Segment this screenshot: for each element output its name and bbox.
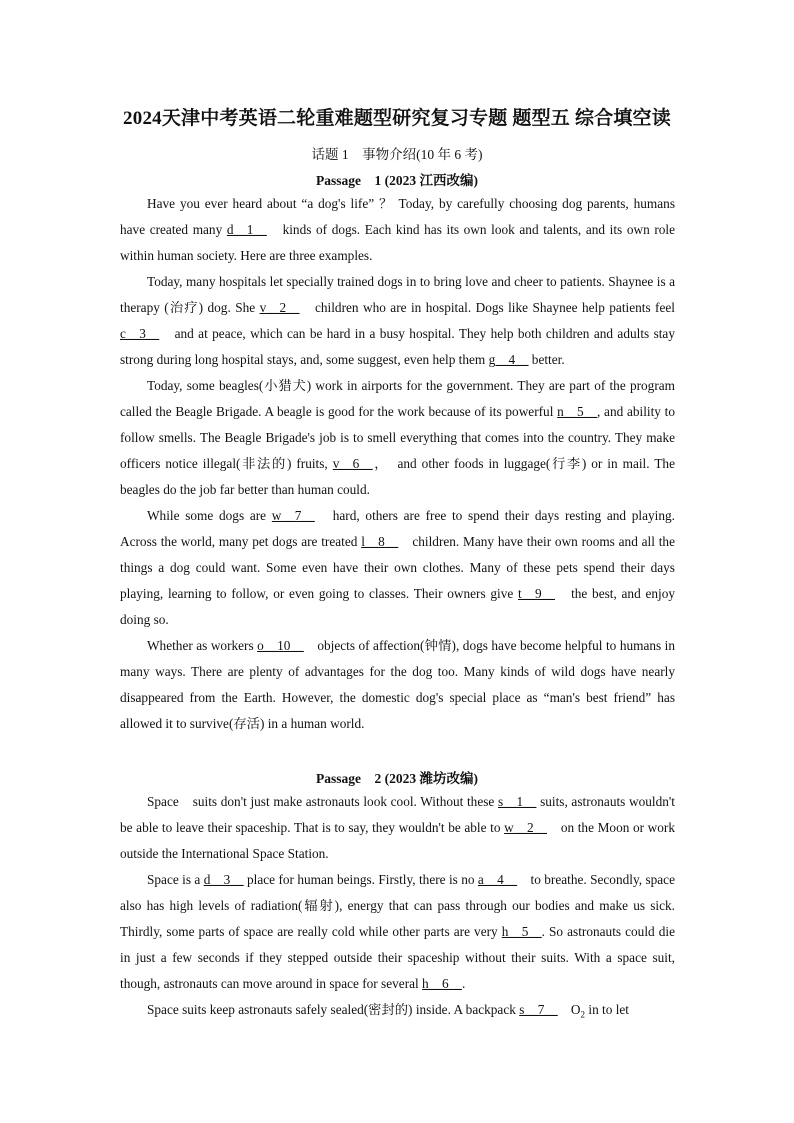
text-run: on the Moon or work outside the International Space Station.: [120, 820, 675, 861]
text-run: hard, others are free to spend their days resting and playing. Across the world, many pet dogs are treated: [120, 508, 675, 549]
blank-text: v__6__: [332, 456, 373, 471]
blank-text: a__4__: [477, 872, 518, 887]
blank-5: [557, 404, 597, 419]
text-run: children who are in hospital. Dogs like Shaynee help patients feel: [299, 300, 675, 315]
text-run: . So astronauts could die in just a few seconds if they stepped outside their spaceship without their suits. With a space suit, though, astronauts can move around in space for several: [120, 924, 675, 991]
text-run: objects of affection(钟情), dogs have become helpful to humans in many ways. There are plenty of advantages for the dog too. Many kinds of wild dogs have nearly disappeared from the Earth. However, the domestic dog's special place as “man's best friend” has allowed it to survive(存活) in a human world.: [120, 638, 676, 731]
topic-subtitle: 话题 1 事物介绍(10 年 6 考): [311, 147, 483, 162]
text-run: Today, many hospitals let specially trained dogs in to bring love and cheer to patients. Shaynee is a therapy (治疗) dog. She: [120, 274, 675, 315]
text-run: place for human beings. Firstly, there is no: [243, 872, 478, 887]
paragraph: [120, 373, 675, 503]
text-run: O: [557, 1002, 581, 1017]
blank-text: l__8__: [361, 534, 399, 549]
blank-9: [518, 586, 555, 601]
blank-text: w__2__: [504, 820, 547, 835]
blank-4: [478, 872, 517, 887]
blank-text: d__3__: [203, 872, 244, 887]
text-run: .: [461, 976, 466, 991]
text-run: kinds of dogs. Each kind has its own look and talents, and its own role within human society. Here are three examples.: [120, 222, 675, 263]
blank-text: n__5__: [557, 404, 597, 419]
passage-1-title: Passage 1: [316, 173, 382, 188]
blank-7: [519, 1002, 557, 1017]
passage-2-heading: [0, 767, 794, 787]
blank-7: [272, 508, 315, 523]
passage-2-title: Passage 2: [316, 771, 382, 786]
passage-1-source: (2023 江西改编): [384, 173, 478, 188]
text-run: While some dogs are: [147, 508, 272, 523]
blank-text: d__1__: [226, 222, 267, 237]
blank-3: [204, 872, 244, 887]
blank-1: [498, 794, 536, 809]
paragraph: [120, 997, 675, 1023]
blank-text: w__7__: [271, 508, 315, 523]
text-run: , and ability to follow smells. The Beagle Brigade's job is to smell everything that comes into the country. They make officers notice illegal(非法的) fruits,: [120, 404, 675, 471]
blank-text: h__5__: [501, 924, 542, 939]
blank-10: [257, 638, 304, 653]
blank-6: [422, 976, 462, 991]
passage-1-heading: [0, 169, 794, 189]
passage-1-body: [120, 191, 675, 737]
blank-text: s__7__: [519, 1002, 558, 1017]
blank-text: v__2__: [259, 300, 300, 315]
text-run: the best, and enjoy doing so.: [120, 586, 676, 627]
blank-text: g__4__: [488, 352, 529, 367]
text-run: Space suits don't just make astronauts look cool. Without these: [147, 794, 498, 809]
blank-text: h__6__: [422, 976, 462, 991]
text-run: ， and other foods in luggage(行李) or in mail. The beagles do the job far better than human could.: [120, 456, 675, 497]
paragraph: [120, 789, 675, 867]
blank-2: [260, 300, 300, 315]
text-run: to breathe. Secondly, space also has high levels of radiation(辐射), energy that can pass through our bodies and make us sick. Thirdly, some parts of space are really cold while other parts are very: [120, 872, 675, 939]
paragraph: [120, 269, 675, 373]
blank-text: t__9__: [518, 586, 555, 601]
text-run: children. Many have their own rooms and all the things a dog could want. Some even have their own clothes. Many of these pets spend their days playing, learning to follow, or even going to classes. Their owners give: [120, 534, 675, 601]
text-run: Whether as workers: [147, 638, 258, 653]
text-run: suits, astronauts wouldn't be able to leave their spaceship. That is to say, they wouldn't be able to: [120, 794, 675, 835]
blank-3: [120, 326, 159, 341]
blank-text: s__1__: [497, 794, 537, 809]
blank-2: [504, 820, 547, 835]
blank-text: c__3__: [120, 326, 160, 341]
blank-6: [333, 456, 373, 471]
subscript: 2: [580, 1009, 586, 1020]
text-run: Today, some beagles(小猎犬) work in airports for the government. They are part of the program called the Beagle Brigade. A beagle is good for the work because of its powerful: [120, 378, 675, 419]
text-run: and at peace, which can be hard in a busy hospital. They help both children and adults stay strong during long hospital stays, and, some suggest, even help them: [120, 326, 675, 367]
text-run: Space suits keep astronauts safely sealed(密封的) inside. A backpack: [147, 1002, 520, 1017]
paragraph: [120, 867, 675, 997]
blank-1: [227, 222, 267, 237]
passage-2-body: [120, 789, 675, 1023]
paragraph: [120, 191, 675, 269]
blank-4: [489, 352, 529, 367]
document-title: 2024天津中考英语二轮重难题型研究复习专题 题型五 综合填空读: [123, 108, 671, 129]
text-run: better.: [528, 352, 565, 367]
text-run: Have you ever heard about “a dog's life” ？ Today, by carefully choosing dog parents, humans have created many: [120, 196, 675, 237]
blank-text: o__10__: [257, 638, 304, 653]
blank-8: [361, 534, 398, 549]
text-run: Space is a: [147, 872, 204, 887]
passage-2-source: (2023 潍坊改编): [384, 771, 478, 786]
text-run: in to let: [585, 1002, 629, 1017]
paragraph: [120, 633, 675, 737]
paragraph: [120, 503, 675, 633]
blank-5: [502, 924, 542, 939]
